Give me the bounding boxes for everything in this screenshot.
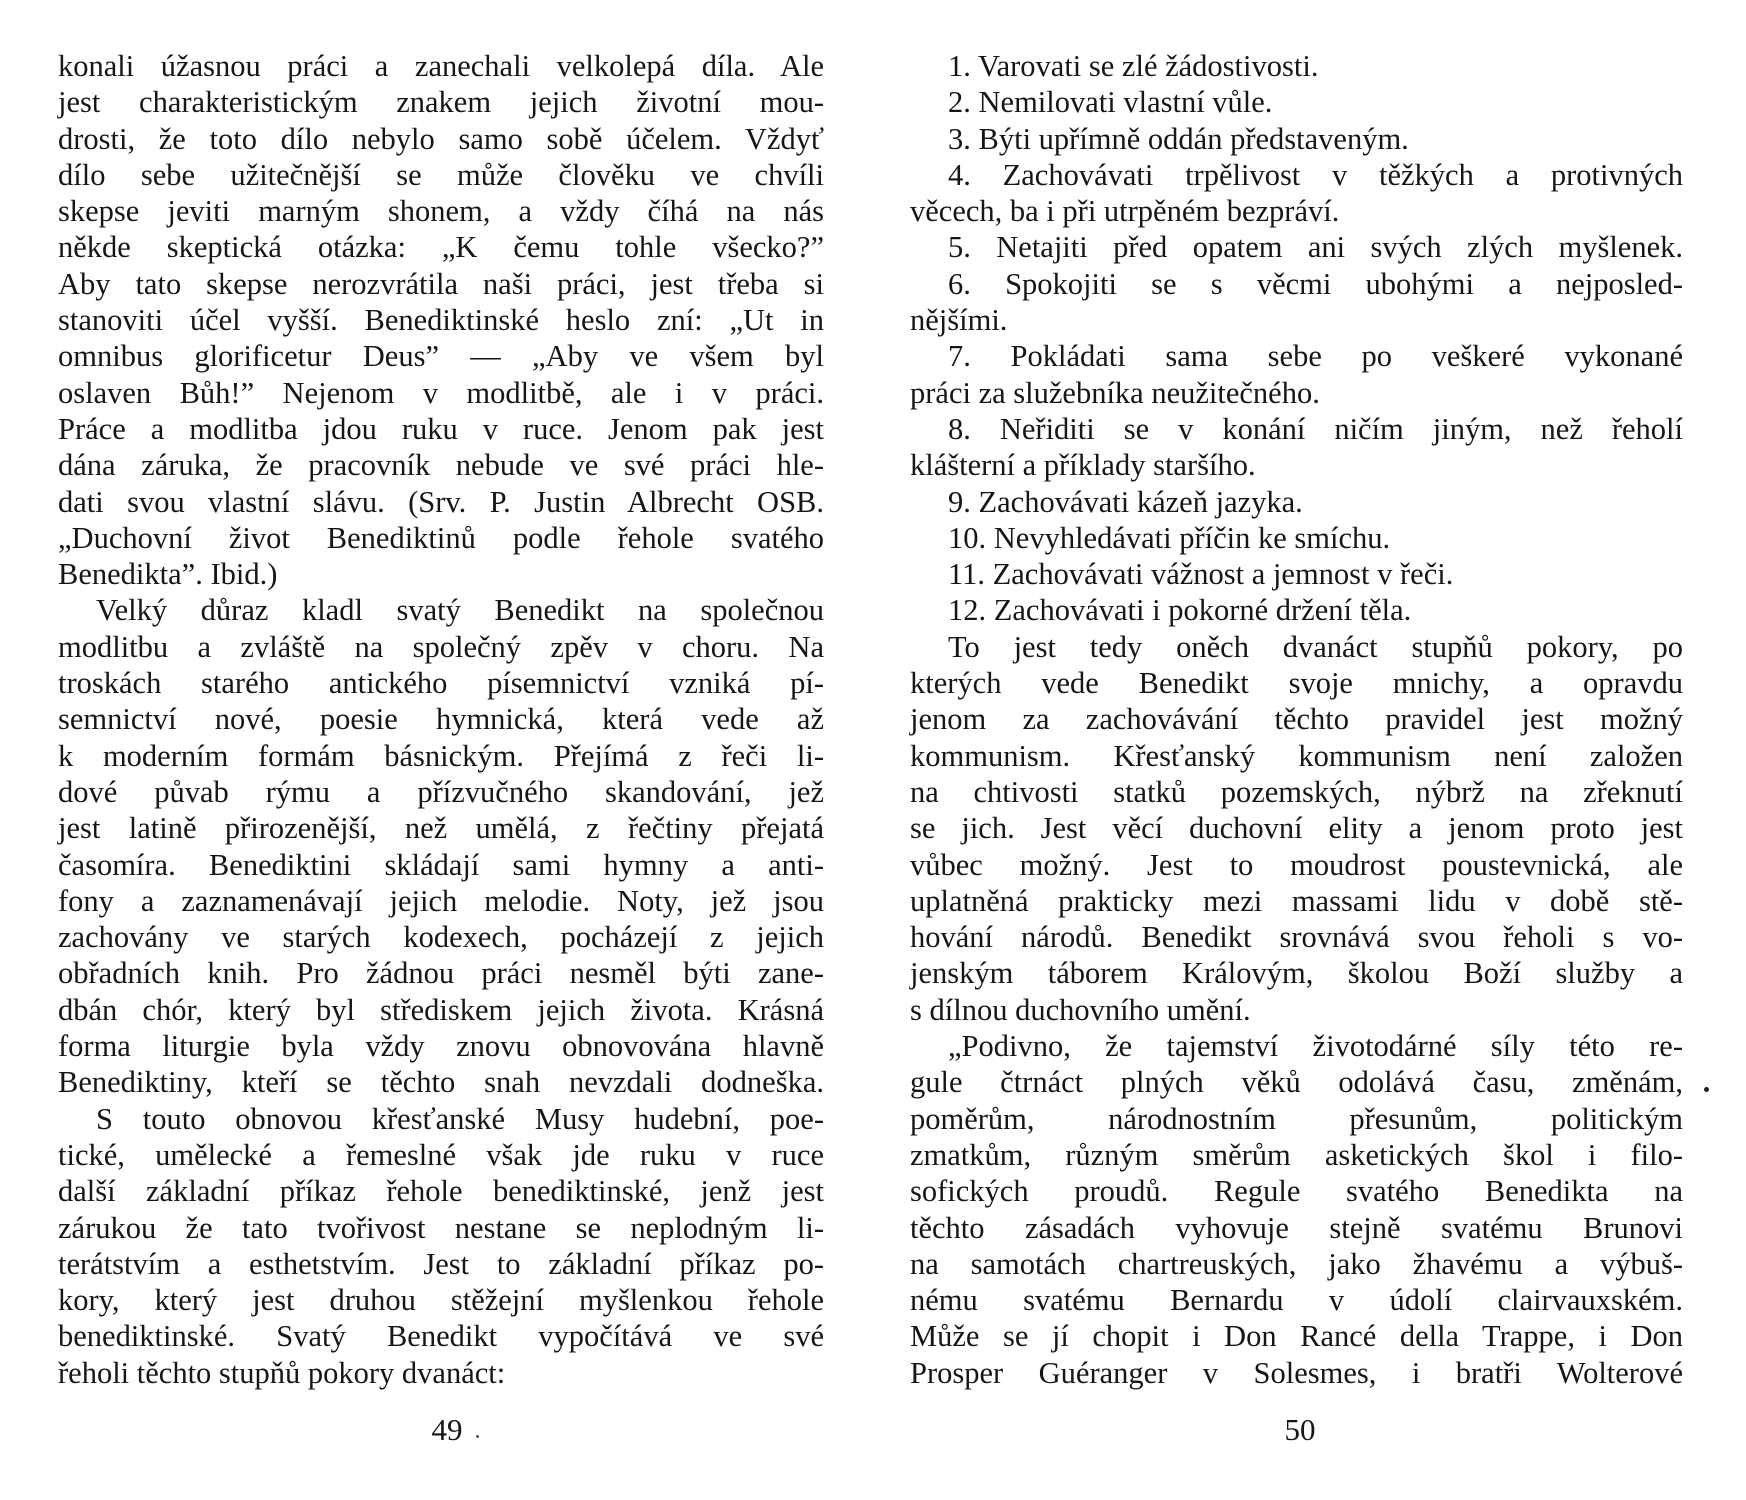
text-line: dbán chór, který byl střediskem jejich života. Krásná [58,992,824,1027]
list-item: 9. Zachovávati kázeň jazyka. [948,484,1303,519]
list-item-continuation: nějšími. [910,303,1008,338]
text-line: jenským táborem Královým, školou Boží služby a [910,956,1683,991]
text-line: obřadních knih. Pro žádnou práci nesměl býti zane- [58,956,824,991]
page-number-left: 49 [431,1412,463,1447]
text-line: řeholi těchto stupňů pokory dvanáct: [58,1355,506,1390]
text-line: „Duchovní život Benediktinů podle řehole svatého [58,520,824,555]
left-page [58,48,824,1391]
text-line: troskách starého antického písemnictví vzniká pí- [58,666,824,701]
text-line: uplatněná prakticky mezi massami lidu v době stě- [910,883,1683,918]
text-line: stanoviti účel vyšší. Benediktinské heslo zní: „Ut in [58,303,824,338]
text-line: Benedikta”. Ibid.) [58,557,278,592]
text-line: dílo sebe užitečnější se může člověku ve chvíli [58,157,824,192]
list-item: 4. Zachovávati trpělivost v těžkých a protivných [948,157,1683,192]
text-line: hování národů. Benedikt srovnává svou řeholi s vo- [910,920,1683,955]
paragraph-first-line: S touto obnovou křesťanské Musy hudební, poe- [96,1101,824,1136]
text-line: k moderním formám básnickým. Přejímá z řeči li- [58,738,824,773]
text-line: někde skeptická otázka: „K čemu tohle všecko?” [58,230,824,265]
list-item: 7. Pokládati sama sebe po veškeré vykonané [948,339,1683,374]
paragraph-first-line: To jest tedy oněch dvanáct stupňů pokory, po [948,629,1683,664]
text-line: Prosper Guéranger v Solesmes, i bratři Wolterové [910,1355,1683,1390]
text-line: forma liturgie byla vždy znovu obnovována hlavně [58,1029,824,1064]
text-line: kterých vede Benedikt svoje mnichy, a opravdu [910,666,1683,701]
print-speck [476,1435,479,1438]
text-line: časomíra. Benediktini skládají sami hymny a anti- [58,847,824,882]
list-item: 5. Netajiti před opatem ani svých zlých myšlenek. [948,230,1683,265]
text-line: se jich. Jest věcí duchovní elity a jenom proto jest [910,811,1683,846]
text-line: semnictví nové, poesie hymnická, která vede až [58,702,824,737]
text-line: nému svatému Bernardu v údolí clairvauxském. [910,1283,1683,1318]
text-line: Benediktiny, kteří se těchto snah nevzdali dodneška. [58,1065,824,1100]
text-line: konali úžasnou práci a zanechali velkolepá díla. Ale [58,49,824,83]
text-line: sofických proudů. Regule svatého Benedikta na [910,1174,1683,1209]
text-line: skepse jeviti marným shonem, a vždy číhá na nás [58,194,824,229]
text-line: tické, umělecké a řemeslné však jde ruku v ruce [58,1137,824,1172]
list-item-continuation: věcech, ba i při utrpěném bezpráví. [910,194,1340,229]
text-line: zachovány ve starých kodexech, pocházejí z jejich [58,920,824,955]
text-line: zmatkům, různým směrům asketických škol i filo- [910,1137,1683,1172]
text-line: gule čtrnáct plných věků odolává času, změnám, [910,1065,1683,1100]
text-line: s dílnou duchovního umění. [910,992,1251,1027]
text-line: Aby tato skepse nerozvrátila naši práci, jest třeba si [58,266,824,301]
text-line: jenom za zachovávání těchto pravidel jest možný [910,702,1683,737]
text-line: Práce a modlitba jdou ruku v ruce. Jenom pak jest [58,411,824,446]
list-item-continuation: klášterní a příklady staršího. [910,448,1256,483]
list-item: 11. Zachovávati vážnost a jemnost v řeči. [948,557,1454,592]
text-line: fony a zaznamenávají jejich melodie. Noty, jež jsou [58,883,824,918]
text-line: jest charakteristickým znakem jejich životní mou- [58,85,824,120]
text-line: terátstvím a esthetstvím. Jest to základní příkaz po- [58,1246,824,1281]
text-line: dové půvab rýmu a přízvučného skandování, jež [58,774,824,809]
text-line: oslaven Bůh!” Nejenom v modlitbě, ale i v práci. [58,375,824,410]
text-line: omnibus glorificetur Deus” — „Aby ve všem byl [58,339,824,374]
list-item: 3. Býti upřímně oddán představeným. [948,121,1409,156]
text-line: kommunism. Křesťanský kommunism není založen [910,738,1683,773]
list-item: 10. Nevyhledávati příčin ke smíchu. [948,520,1391,555]
right-page [910,48,1683,1391]
list-item: 2. Nemilovati vlastní vůle. [948,85,1273,120]
text-line: zárukou že tato tvořivost nestane se neplodným li- [58,1210,824,1245]
list-item: 8. Neřiditi se v konání ničím jiným, než řeholí [948,411,1683,446]
text-line: benediktinské. Svatý Benedikt vypočítává ve své [58,1319,824,1354]
text-line: poměrům, národnostním přesunům, politickým [910,1101,1683,1136]
text-line: dána záruka, že pracovník nebude ve své práci hle- [58,448,824,483]
list-item: 6. Spokojiti se s věcmi ubohými a nejposled- [948,266,1683,301]
text-line: další základní příkaz řehole benediktinské, jenž jest [58,1174,824,1209]
paragraph-first-line: „Podivno, že tajemství životodárné síly této re- [948,1029,1683,1064]
list-item: 1. Varovati se zlé žádostivosti. [948,49,1319,83]
text-line: dati svou vlastní slávu. (Srv. P. Justin Albrecht OSB. [58,484,824,519]
paragraph-first-line: Velký důraz kladl svatý Benedikt na společnou [96,593,824,628]
text-line: Může se jí chopit i Don Rancé della Trappe, i Don [910,1319,1683,1354]
print-speck [1704,1087,1709,1092]
list-item-continuation: práci za služebníka neužitečného. [910,375,1320,410]
text-line: modlitbu a zvláště na společný zpěv v choru. Na [58,629,824,664]
text-line: na chtivosti statků pozemských, nýbrž na zřeknutí [910,774,1683,809]
text-line: těchto zásadách vyhovuje stejně svatému Brunovi [910,1210,1683,1245]
list-item: 12. Zachovávati i pokorné držení těla. [948,593,1412,628]
text-line: jest latině přirozenější, než umělá, z řečtiny přejatá [58,811,824,846]
page-number-right: 50 [1284,1412,1316,1447]
text-line: na samotách chartreuských, jako žhavému a výbuš- [910,1246,1683,1281]
text-line: drosti, že toto dílo nebylo samo sobě účelem. Vždyť [58,121,824,156]
text-line: kory, který jest druhou stěžejní myšlenkou řehole [58,1283,824,1318]
text-line: vůbec možný. Jest to moudrost poustevnická, ale [910,847,1683,882]
